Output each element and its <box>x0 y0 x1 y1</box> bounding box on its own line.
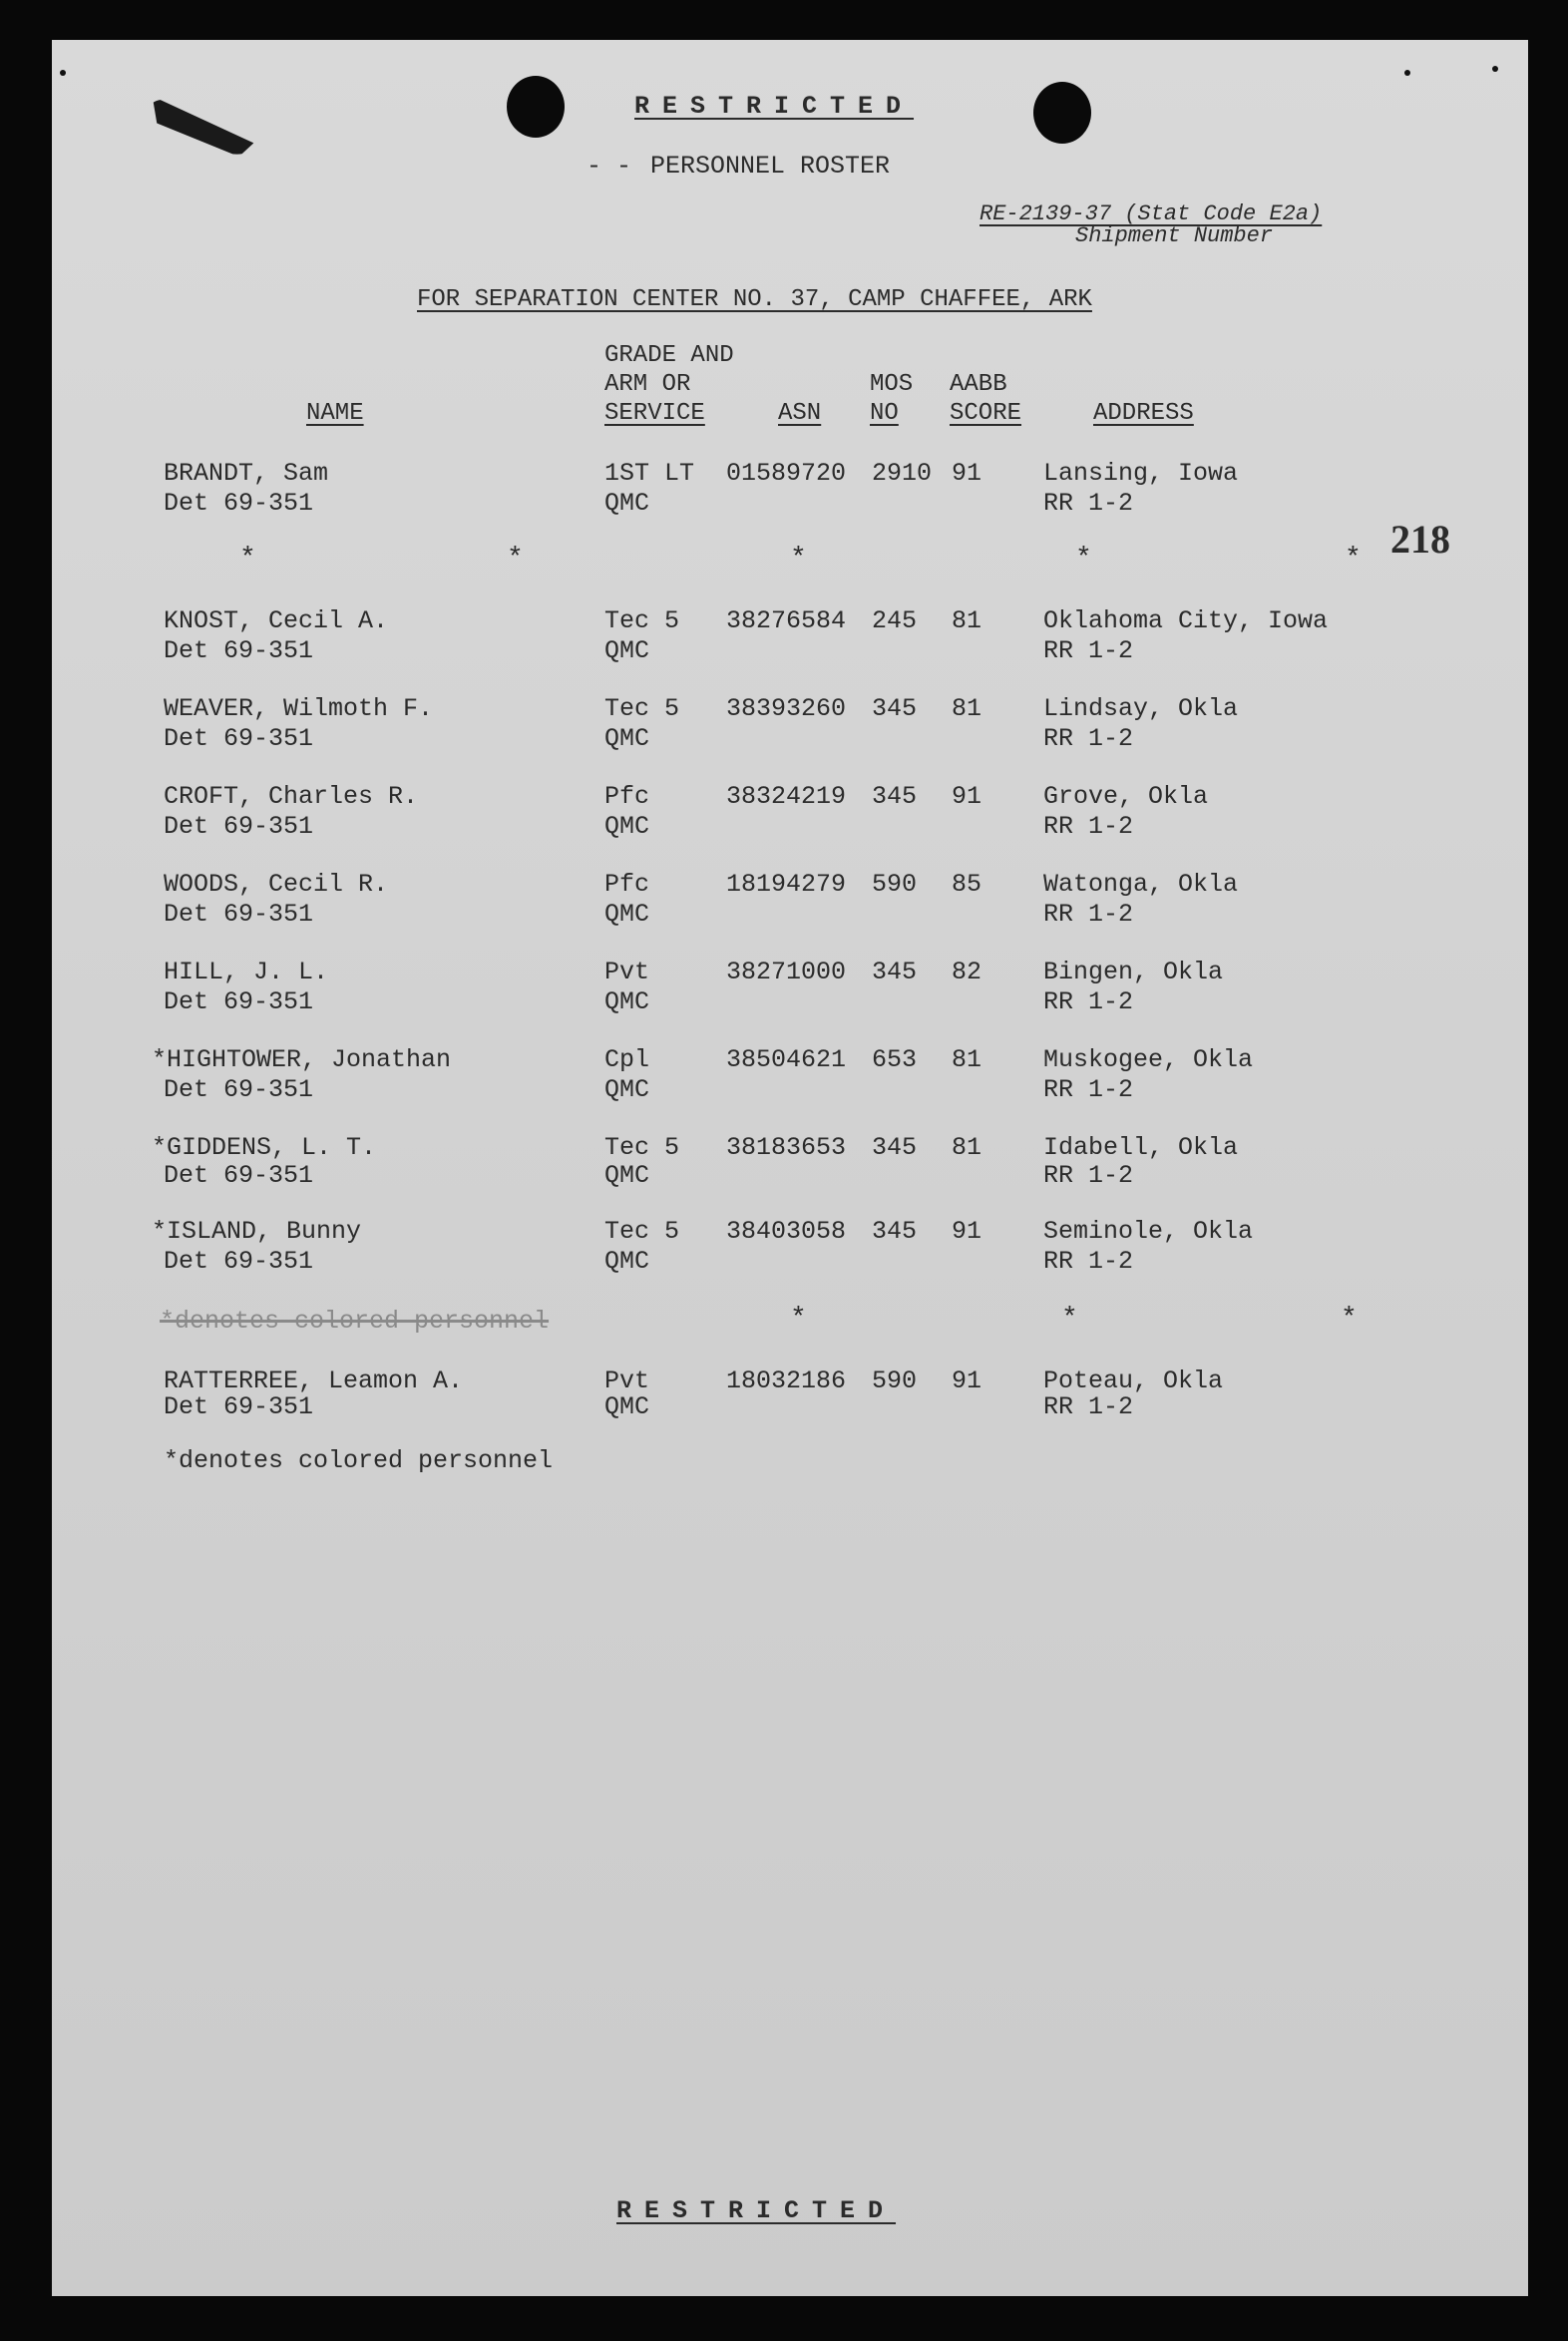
row-route: RR 1-2 <box>1043 987 1134 1016</box>
row-city: Seminole, Okla <box>1043 1217 1254 1246</box>
separator-star: * <box>1061 1304 1078 1335</box>
row-asn: 01589720 <box>726 459 847 488</box>
row-name: WEAVER, Wilmoth F. <box>164 694 434 723</box>
row-grade: Tec 5 <box>604 1133 680 1162</box>
row-unit: Det 69-351 <box>164 987 314 1016</box>
row-asn: 38276584 <box>726 606 847 635</box>
row-city: Oklahoma City, Iowa <box>1043 606 1329 635</box>
paper-speck <box>1404 70 1410 76</box>
row-name: WOODS, Cecil R. <box>164 870 389 899</box>
column-header-grade-line3: SERVICE <box>604 400 705 427</box>
row-mos: 590 <box>872 870 918 899</box>
row-service: QMC <box>604 489 650 518</box>
separator-star: * <box>1075 544 1092 575</box>
row-city: Idabell, Okla <box>1043 1133 1239 1162</box>
separator-star: * <box>790 1304 807 1335</box>
punch-hole-right <box>1033 82 1091 144</box>
separator-star: * <box>790 544 807 575</box>
row-unit: Det 69-351 <box>164 900 314 929</box>
row-mos: 653 <box>872 1045 918 1074</box>
row-unit: Det 69-351 <box>164 1161 314 1190</box>
row-route: RR 1-2 <box>1043 812 1134 841</box>
row-service: QMC <box>604 812 650 841</box>
separator-star: * <box>1341 1304 1358 1335</box>
separator-star: * <box>239 544 256 575</box>
row-asn: 38183653 <box>726 1133 847 1162</box>
row-name: HILL, J. L. <box>164 958 329 986</box>
row-grade: Pvt <box>604 1366 650 1395</box>
row-mos: 345 <box>872 958 918 986</box>
row-unit: Det 69-351 <box>164 812 314 841</box>
row-asn: 38403058 <box>726 1217 847 1246</box>
row-mos: 345 <box>872 1133 918 1162</box>
row-city: Bingen, Okla <box>1043 958 1224 986</box>
struck-out-note: *denotes colored personnel <box>160 1307 550 1336</box>
row-route: RR 1-2 <box>1043 1161 1134 1190</box>
row-name: RATTERREE, Leamon A. <box>164 1366 464 1395</box>
punch-hole-left <box>507 76 565 138</box>
column-header-grade-line2: ARM OR <box>604 371 691 398</box>
row-service: QMC <box>604 724 650 753</box>
row-city: Lansing, Iowa <box>1043 459 1239 488</box>
row-asn: 38324219 <box>726 782 847 811</box>
row-grade: Tec 5 <box>604 1217 680 1246</box>
row-grade: Cpl <box>604 1045 650 1074</box>
row-score: 81 <box>952 1045 982 1074</box>
row-mos: 345 <box>872 1217 918 1246</box>
row-city: Grove, Okla <box>1043 782 1209 811</box>
separation-center: FOR SEPARATION CENTER NO. 37, CAMP CHAFFEE, ARK <box>417 286 1092 313</box>
row-score: 91 <box>952 782 982 811</box>
row-city: Poteau, Okla <box>1043 1366 1224 1395</box>
column-header-asn: ASN <box>778 400 822 427</box>
row-asn: 18194279 <box>726 870 847 899</box>
row-service: QMC <box>604 987 650 1016</box>
row-asn: 38393260 <box>726 694 847 723</box>
row-score: 82 <box>952 958 982 986</box>
separator-star: * <box>507 544 524 575</box>
row-unit: Det 69-351 <box>164 1247 314 1276</box>
row-unit: Det 69-351 <box>164 489 314 518</box>
row-route: RR 1-2 <box>1043 1247 1134 1276</box>
classification-top: RESTRICTED <box>634 92 915 121</box>
row-unit: Det 69-351 <box>164 1392 314 1421</box>
row-route: RR 1-2 <box>1043 1075 1134 1104</box>
row-grade: Pfc <box>604 870 650 899</box>
row-name: BRANDT, Sam <box>164 459 329 488</box>
classification-bottom: RESTRICTED <box>616 2196 897 2225</box>
row-service: QMC <box>604 636 650 665</box>
column-header-score-line2: SCORE <box>950 400 1022 427</box>
row-score: 81 <box>952 1133 982 1162</box>
row-unit: Det 69-351 <box>164 1075 314 1104</box>
paper-speck <box>60 70 66 76</box>
row-grade: Tec 5 <box>604 606 680 635</box>
row-name: *HIGHTOWER, Jonathan <box>152 1045 452 1074</box>
row-mos: 345 <box>872 694 918 723</box>
separator-star: * <box>1345 544 1362 575</box>
shipment-label: Shipment Number <box>1075 223 1274 248</box>
column-header-grade-line1: GRADE AND <box>604 342 734 369</box>
row-service: QMC <box>604 1161 650 1190</box>
row-score: 91 <box>952 1366 982 1395</box>
document-page <box>52 40 1528 2296</box>
column-header-name: NAME <box>306 400 364 427</box>
row-score: 81 <box>952 694 982 723</box>
column-header-mos-line1: MOS <box>870 371 914 398</box>
row-score: 91 <box>952 459 982 488</box>
row-route: RR 1-2 <box>1043 636 1134 665</box>
row-score: 85 <box>952 870 982 899</box>
row-service: QMC <box>604 900 650 929</box>
column-header-score-line1: AABB <box>950 371 1007 398</box>
row-mos: 245 <box>872 606 918 635</box>
row-name: KNOST, Cecil A. <box>164 606 389 635</box>
page-number: 218 <box>1390 517 1450 562</box>
row-unit: Det 69-351 <box>164 724 314 753</box>
row-city: Watonga, Okla <box>1043 870 1239 899</box>
row-asn: 18032186 <box>726 1366 847 1395</box>
column-header-address: ADDRESS <box>1093 400 1194 427</box>
row-name: CROFT, Charles R. <box>164 782 419 811</box>
row-name: *GIDDENS, L. T. <box>152 1133 377 1162</box>
row-route: RR 1-2 <box>1043 489 1134 518</box>
row-service: QMC <box>604 1075 650 1104</box>
row-route: RR 1-2 <box>1043 724 1134 753</box>
row-service: QMC <box>604 1247 650 1276</box>
row-mos: 590 <box>872 1366 918 1395</box>
row-service: QMC <box>604 1392 650 1421</box>
row-mos: 2910 <box>872 459 933 488</box>
row-grade: 1ST LT <box>604 459 695 488</box>
row-grade: Pfc <box>604 782 650 811</box>
row-grade: Pvt <box>604 958 650 986</box>
row-route: RR 1-2 <box>1043 900 1134 929</box>
row-asn: 38271000 <box>726 958 847 986</box>
row-grade: Tec 5 <box>604 694 680 723</box>
column-header-mos-line2: NO <box>870 400 899 427</box>
document-title: PERSONNEL ROSTER <box>650 152 891 181</box>
row-city: Muskogee, Okla <box>1043 1045 1254 1074</box>
torn-corner-mark <box>144 92 260 159</box>
row-city: Lindsay, Okla <box>1043 694 1239 723</box>
footnote: *denotes colored personnel <box>164 1446 554 1475</box>
row-asn: 38504621 <box>726 1045 847 1074</box>
title-dash: - - <box>587 152 632 181</box>
row-name: *ISLAND, Bunny <box>152 1217 362 1246</box>
row-score: 91 <box>952 1217 982 1246</box>
row-route: RR 1-2 <box>1043 1392 1134 1421</box>
row-score: 81 <box>952 606 982 635</box>
paper-speck <box>1492 66 1498 72</box>
row-unit: Det 69-351 <box>164 636 314 665</box>
shipment-code: RE-2139-37 (Stat Code E2a) <box>980 201 1323 226</box>
row-mos: 345 <box>872 782 918 811</box>
